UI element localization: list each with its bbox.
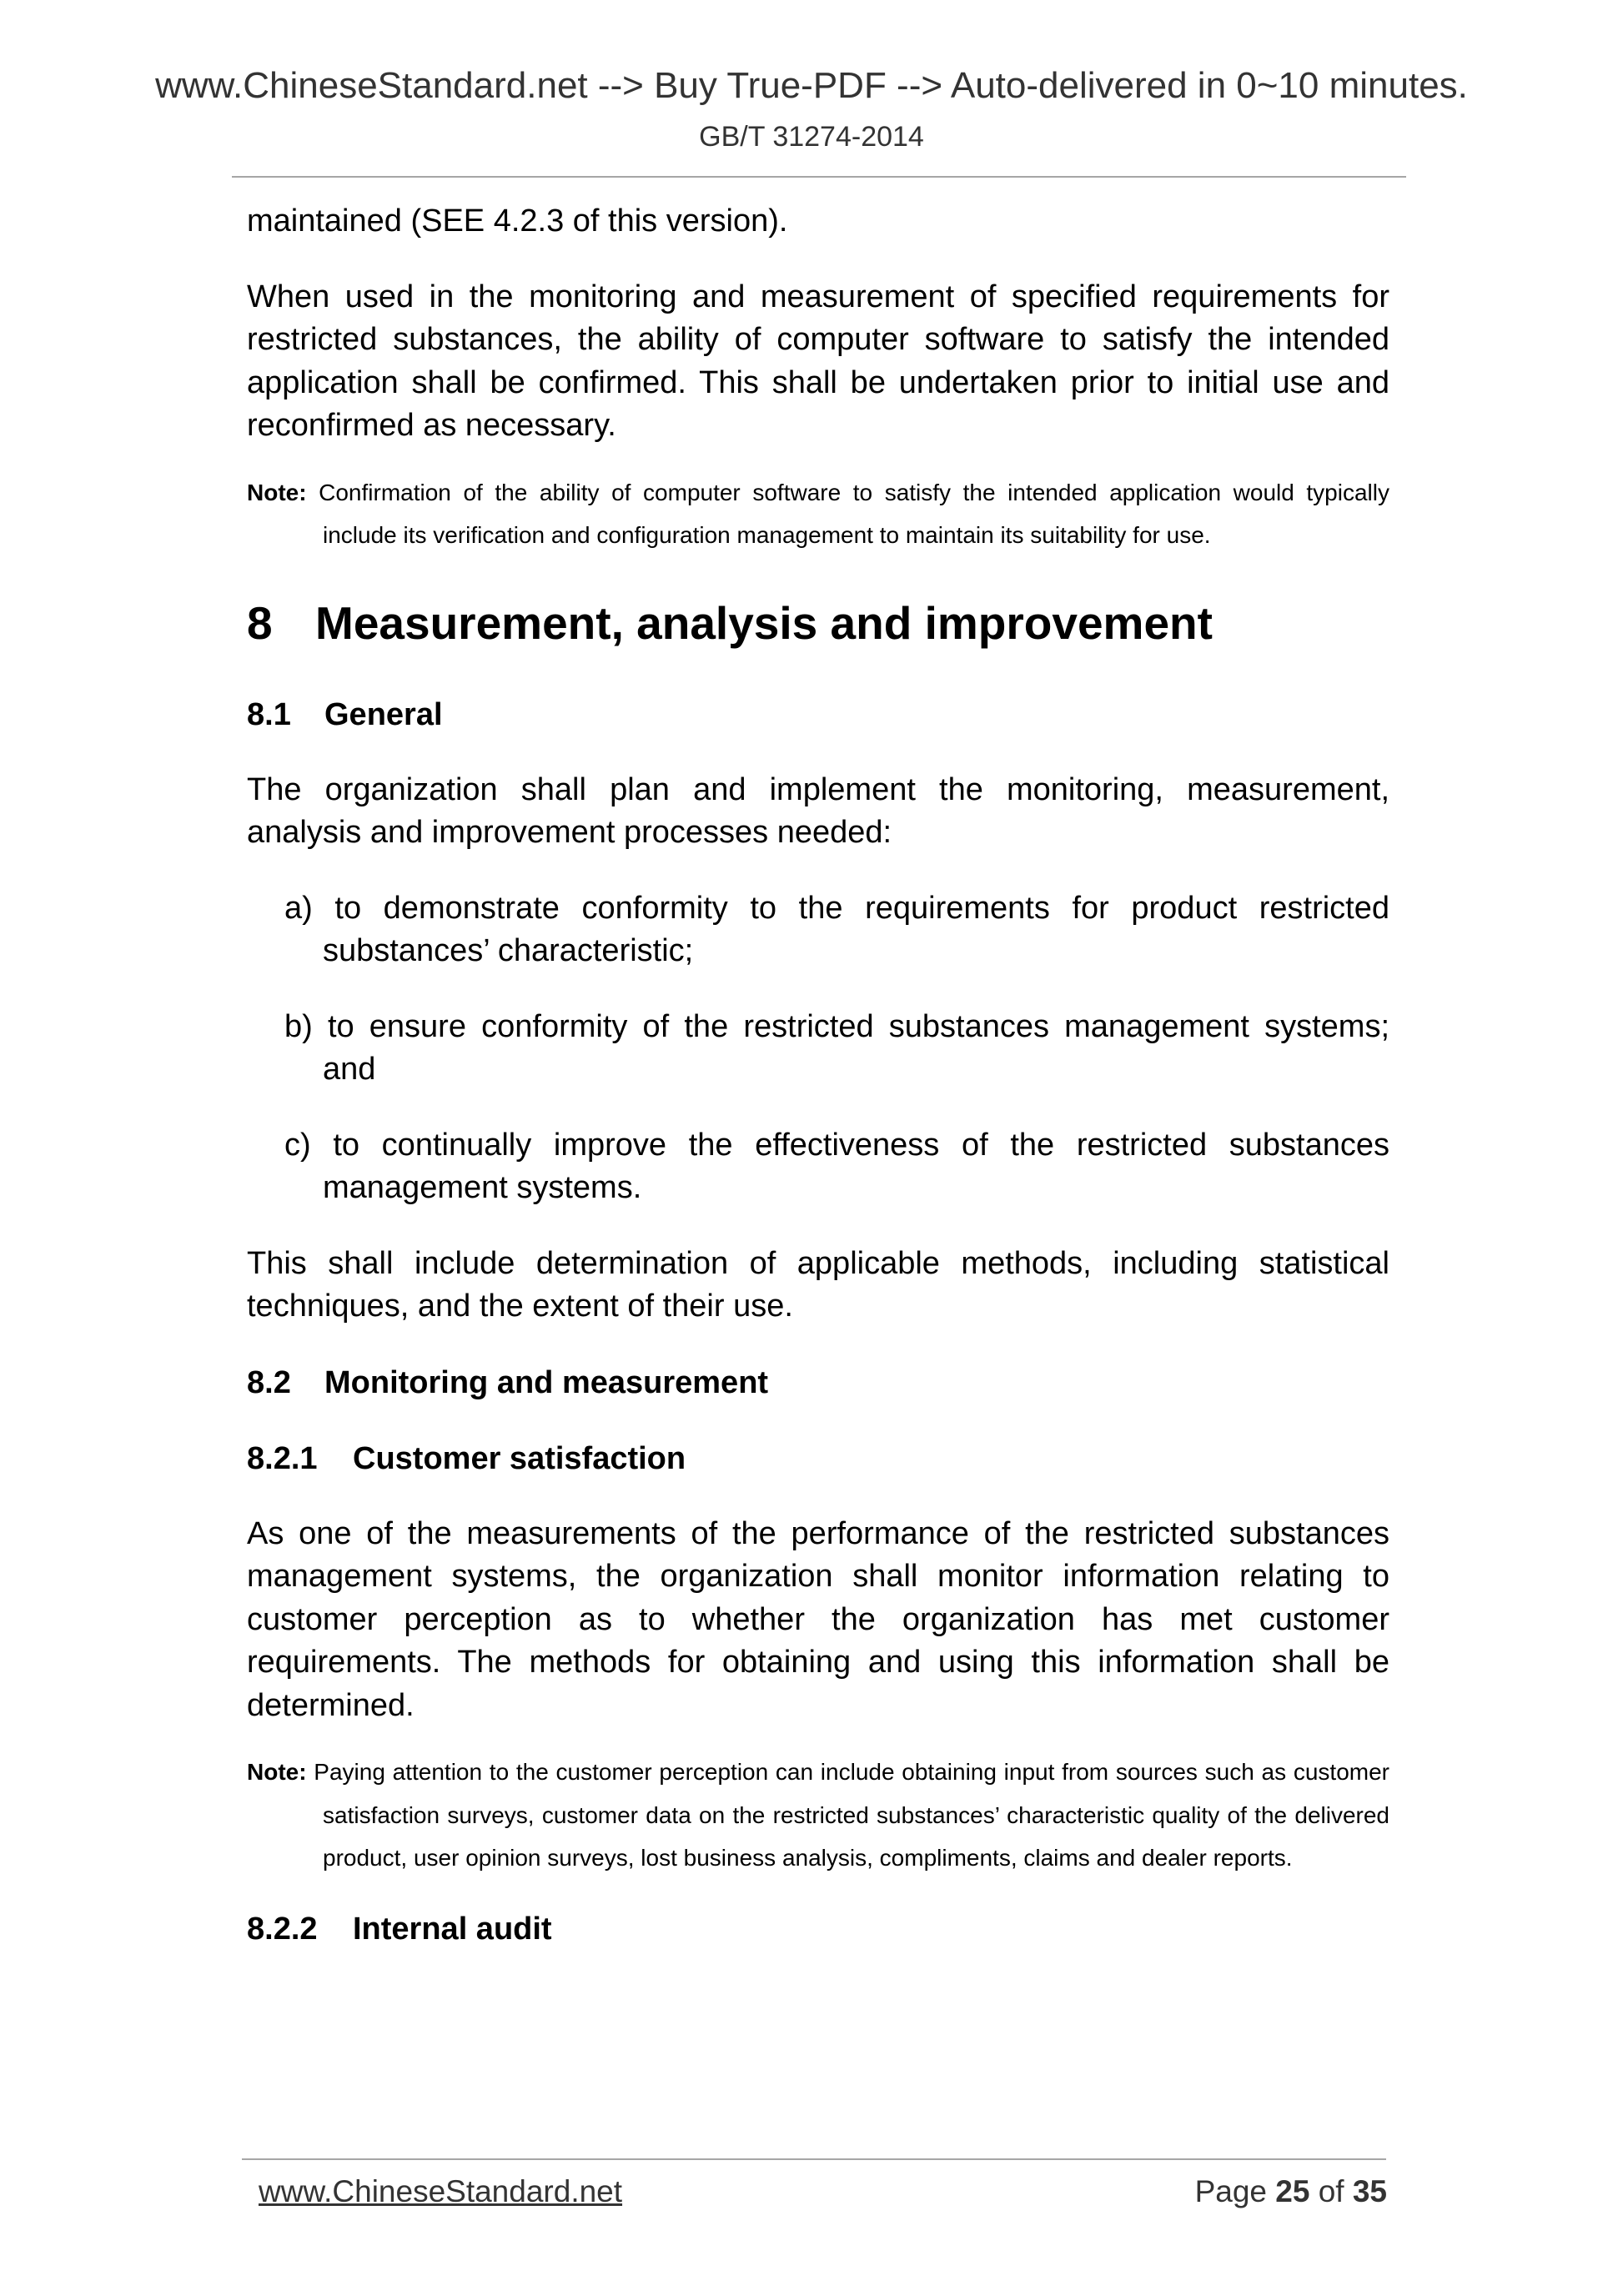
page-current: 25 <box>1275 2174 1310 2208</box>
section-number: 8.2.2 <box>247 1911 318 1947</box>
page-of: of <box>1318 2174 1344 2208</box>
note-label: Note: <box>247 479 307 505</box>
header-banner: www.ChineseStandard.net --> Buy True-PDF --> Auto-delivered in 0~10 minutes. <box>155 65 1468 106</box>
section-title: General <box>324 696 443 732</box>
list-item: b) to ensure conformity of the restricted substances management systems; and <box>284 1008 1389 1087</box>
software-paragraph: When used in the monitoring and measurement of specified requirements for restricted substances, the ability of computer software to satisfy the intended application shall be confirmed. This shall be undertaken prior to initial use and reconfirmed as necessary. <box>247 279 1389 443</box>
page-number <box>1195 2174 1387 2209</box>
standard-code: GB/T 31274-2014 <box>699 121 924 153</box>
note-software <box>247 471 1389 557</box>
customer-paragraph: As one of the measurements of the performance of the restricted substances management systems, the organization shall monitor information relating to customer perception as to whether the organization has met customer requirements. The methods for obtaining and using this information shall be determined. <box>247 1515 1389 1723</box>
list-item: a) to demonstrate conformity to the requirements for product restricted substances’ characteristic; <box>284 890 1389 968</box>
note-text: Confirmation of the ability of computer software to satisfy the intended application would typically include its verification and configuration management to maintain its suitability for use. <box>306 479 1389 548</box>
section-number: 8 <box>247 596 273 649</box>
section-heading-8-2-2 <box>247 1908 1389 1950</box>
list-item: c) to continually improve the effectiveness of the restricted substances management systems. <box>284 1127 1389 1205</box>
note-customer <box>247 1751 1389 1880</box>
general-paragraph: The organization shall plan and implement the monitoring, measurement, analysis and improvement processes needed: <box>247 771 1389 850</box>
section-heading-8-2 <box>247 1362 1389 1404</box>
section-number: 8.2.1 <box>247 1440 318 1476</box>
continued-paragraph: maintained (SEE 4.2.3 of this version). <box>247 203 788 239</box>
section-title: Internal audit <box>353 1911 552 1947</box>
document-body <box>247 200 1389 1950</box>
footer-website-link[interactable]: www.ChineseStandard.net <box>259 2174 623 2208</box>
section-title: Customer satisfaction <box>353 1440 686 1476</box>
include-paragraph: This shall include determination of applicable methods, including statistical techniques, and the extent of their use. <box>247 1245 1389 1324</box>
note-label: Note: <box>247 1759 307 1785</box>
section-title: Measurement, analysis and improvement <box>315 596 1213 649</box>
section-heading-8-2-1 <box>247 1438 1389 1480</box>
page-word: Page <box>1194 2174 1267 2208</box>
section-title: Monitoring and measurement <box>324 1364 769 1400</box>
section-heading-8-1 <box>247 694 1389 736</box>
page-total: 35 <box>1352 2174 1387 2208</box>
note-text: Paying attention to the customer perception can include obtaining input from sources such as customer satisfaction surveys, customer data on the restricted substances’ characteristic quality of the delivered product, user opinion surveys, lost business analysis, compliments, claims and dealer reports. <box>306 1759 1389 1871</box>
header-divider <box>232 176 1406 178</box>
footer-divider <box>242 2158 1386 2160</box>
section-number: 8.1 <box>247 696 291 732</box>
section-heading-8 <box>247 594 1389 652</box>
section-number: 8.2 <box>247 1364 291 1400</box>
